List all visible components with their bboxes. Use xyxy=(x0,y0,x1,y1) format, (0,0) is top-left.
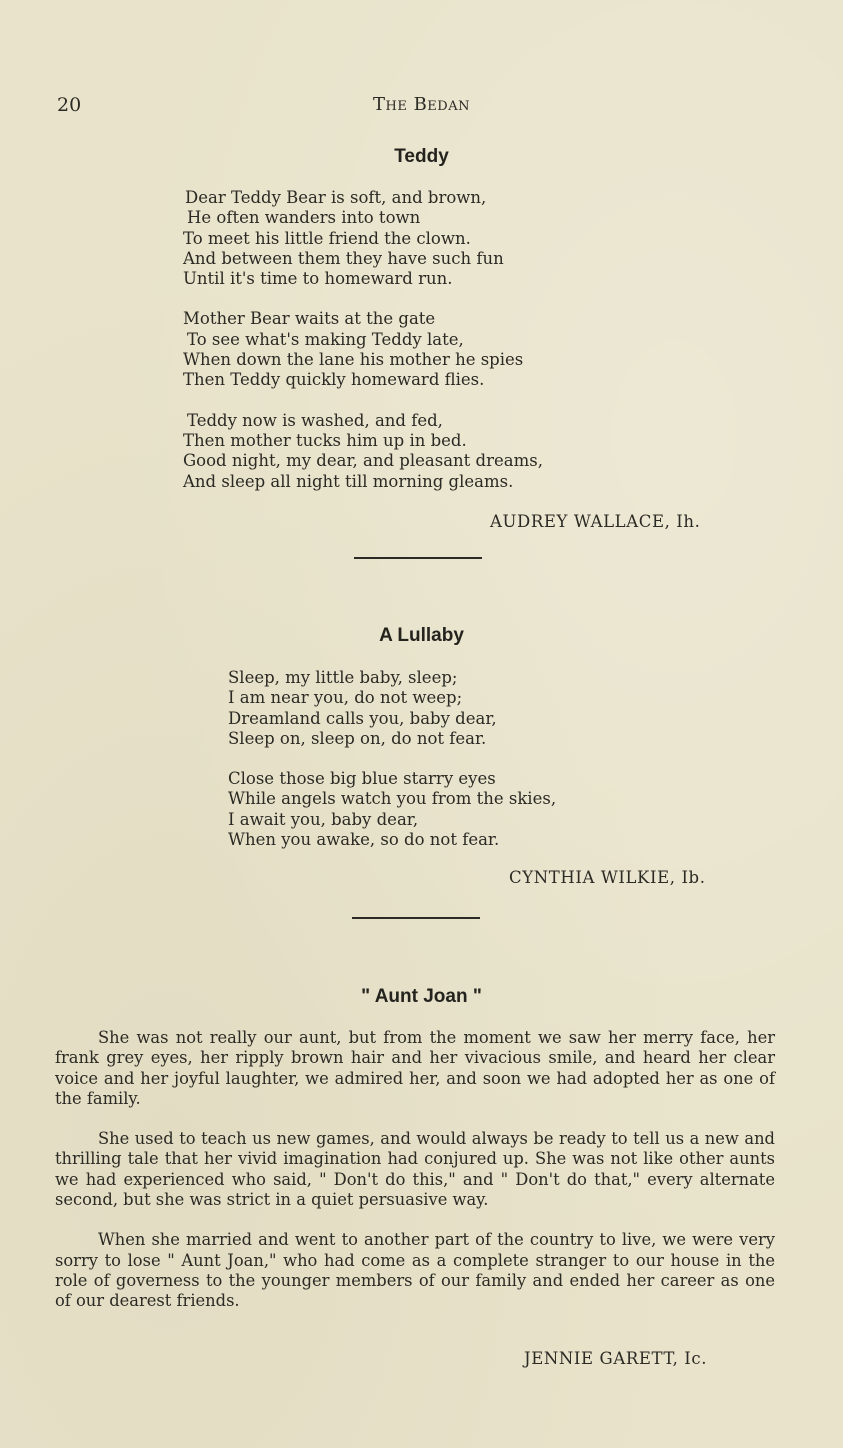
poem-title-lullaby: A Lullaby xyxy=(379,625,464,646)
poem-line: I await you, baby dear, xyxy=(228,809,419,829)
poem-line: Sleep on, sleep on, do not fear. xyxy=(228,728,487,748)
running-head: The Bedan xyxy=(373,94,470,115)
poem-lullaby xyxy=(228,668,556,870)
stanza xyxy=(228,769,556,850)
poem-line: Mother Bear waits at the gate xyxy=(183,309,436,329)
poem-line: When you awake, so do not fear. xyxy=(228,830,500,850)
poem-title-teddy: Teddy xyxy=(394,146,449,167)
essay-paragraph: When she married and went to another part of the country to live, we were very sorry to lose " Aunt Joan," who had come as a complete stranger to our house in the role of governess to the younger members of our family and ended her career as one of our dearest friends. xyxy=(55,1230,775,1311)
poem-line: Then Teddy quickly homeward flies. xyxy=(183,370,485,390)
poem-line: To see what's making Teddy late, xyxy=(187,329,464,349)
essay-paragraph: She was not really our aunt, but from the moment we saw her merry face, her frank grey eyes, her ripply brown hair and her vivacious smile, and heard her clear voice and her joyful laughter, we admired her, and soon we had adopted her as one of the family. xyxy=(55,1028,775,1108)
poem-line: Sleep, my little baby, sleep; xyxy=(228,668,458,687)
essay-author: JENNIE GARETT, Ic. xyxy=(524,1349,708,1368)
stanza xyxy=(183,309,543,390)
stanza xyxy=(183,411,543,492)
section-divider xyxy=(354,557,482,559)
stanza xyxy=(228,668,556,749)
poem-line: He often wanders into town xyxy=(187,208,421,228)
poem-line: Dreamland calls you, baby dear, xyxy=(228,708,497,728)
essay-body xyxy=(55,1028,775,1332)
section-divider xyxy=(352,917,480,919)
poem-line: Teddy now is washed, and fed, xyxy=(187,410,443,430)
poem-line: And sleep all night till morning gleams. xyxy=(183,471,514,491)
poem-line: Until it's time to homeward run. xyxy=(183,269,453,289)
poem-author: AUDREY WALLACE, Ih. xyxy=(490,512,701,531)
essay-title: " Aunt Joan " xyxy=(361,986,482,1007)
poem-line: Then mother tucks him up in bed. xyxy=(183,430,467,450)
stanza xyxy=(183,188,543,289)
page-number: 20 xyxy=(57,94,82,116)
poem-line: Good night, my dear, and pleasant dreams, xyxy=(183,451,543,471)
poem-teddy xyxy=(183,188,543,512)
poem-line: I am near you, do not weep; xyxy=(228,688,463,708)
poem-line: To meet his little friend the clown. xyxy=(183,228,471,248)
poem-line: Dear Teddy Bear is soft, and brown, xyxy=(185,188,487,207)
essay-paragraph: She used to teach us new games, and would always be ready to tell us a new and thrilling tale that her vivid imagination had conjured up. She was not like other aunts we had experienced who said, " Don't do this," and " Don't do that," every alternate second, but she was strict in a quiet persuasive way. xyxy=(55,1129,775,1210)
poem-author: CYNTHIA WILKIE, Ib. xyxy=(509,868,706,887)
poem-line: While angels watch you from the skies, xyxy=(228,789,557,809)
poem-line: When down the lane his mother he spies xyxy=(183,350,524,370)
poem-line: Close those big blue starry eyes xyxy=(228,769,496,789)
poem-line: And between them they have such fun xyxy=(183,248,504,268)
